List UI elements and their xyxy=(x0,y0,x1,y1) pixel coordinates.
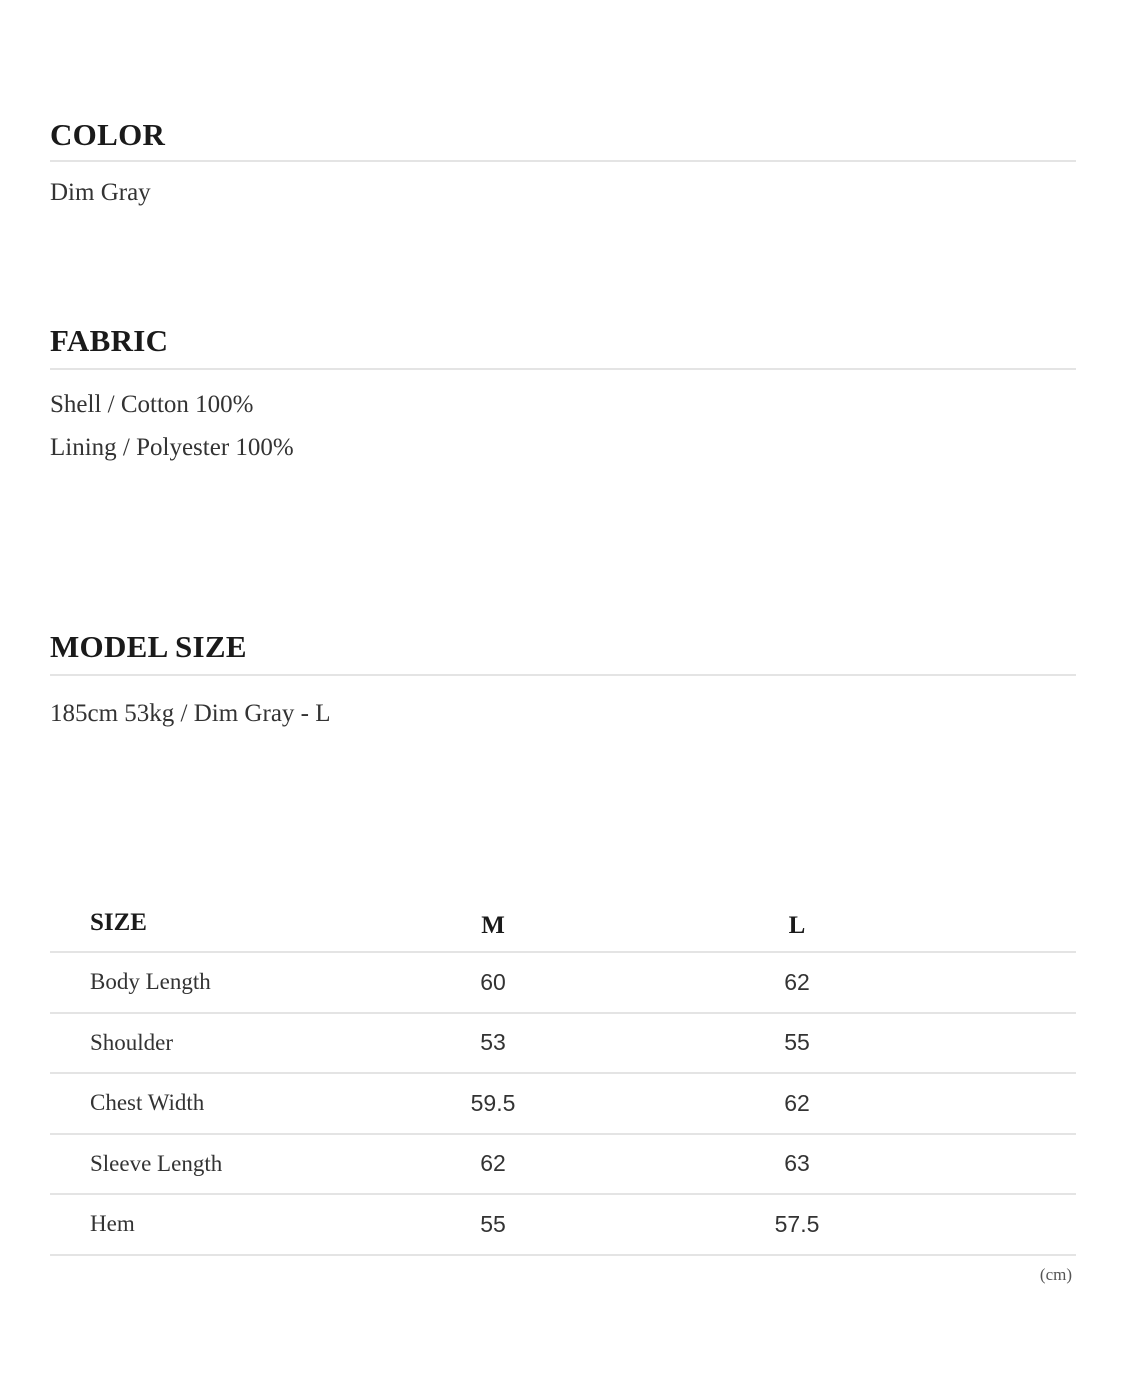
size-table xyxy=(50,895,1076,1256)
size-l-column-header: L xyxy=(788,911,806,939)
measurement-l-value: 57.5 xyxy=(774,1210,820,1237)
color-divider xyxy=(50,160,1076,162)
measurement-l-value: 62 xyxy=(784,968,810,995)
measurement-m-value: 59.5 xyxy=(470,1089,516,1116)
table-row xyxy=(50,1074,1076,1135)
measurement-l-value: 55 xyxy=(784,1029,810,1056)
color-value: Dim Gray xyxy=(50,179,151,206)
fabric-shell-line: Shell / Cotton 100% xyxy=(50,391,254,418)
size-m-column-header: M xyxy=(481,911,505,939)
measurement-l-value: 63 xyxy=(784,1150,810,1177)
measurement-label: Shoulder xyxy=(90,1029,174,1055)
measurement-m-value: 62 xyxy=(480,1150,506,1177)
measurement-m-value: 53 xyxy=(480,1029,506,1056)
size-column-header: SIZE xyxy=(90,909,147,936)
fabric-lining-line: Lining / Polyester 100% xyxy=(50,434,294,461)
size-table-header-row xyxy=(50,895,1076,953)
table-row xyxy=(50,1135,1076,1196)
model-size-heading: MODEL SIZE xyxy=(50,629,247,664)
table-row xyxy=(50,1014,1076,1075)
table-row xyxy=(50,1195,1076,1256)
color-heading: COLOR xyxy=(50,117,166,152)
measurement-label: Chest Width xyxy=(90,1090,205,1116)
table-row xyxy=(50,953,1076,1014)
measurement-m-value: 60 xyxy=(480,968,506,995)
model-size-divider xyxy=(50,674,1076,676)
measurement-l-value: 62 xyxy=(784,1089,810,1116)
measurement-label: Sleeve Length xyxy=(90,1150,223,1176)
fabric-heading: FABRIC xyxy=(50,323,169,358)
model-size-value: 185cm 53kg / Dim Gray - L xyxy=(50,700,331,727)
measurement-m-value: 55 xyxy=(480,1210,506,1237)
measurement-label: Hem xyxy=(90,1211,135,1237)
unit-note: (cm) xyxy=(1039,1265,1072,1284)
fabric-divider xyxy=(50,368,1076,370)
measurement-label: Body Length xyxy=(90,969,211,995)
